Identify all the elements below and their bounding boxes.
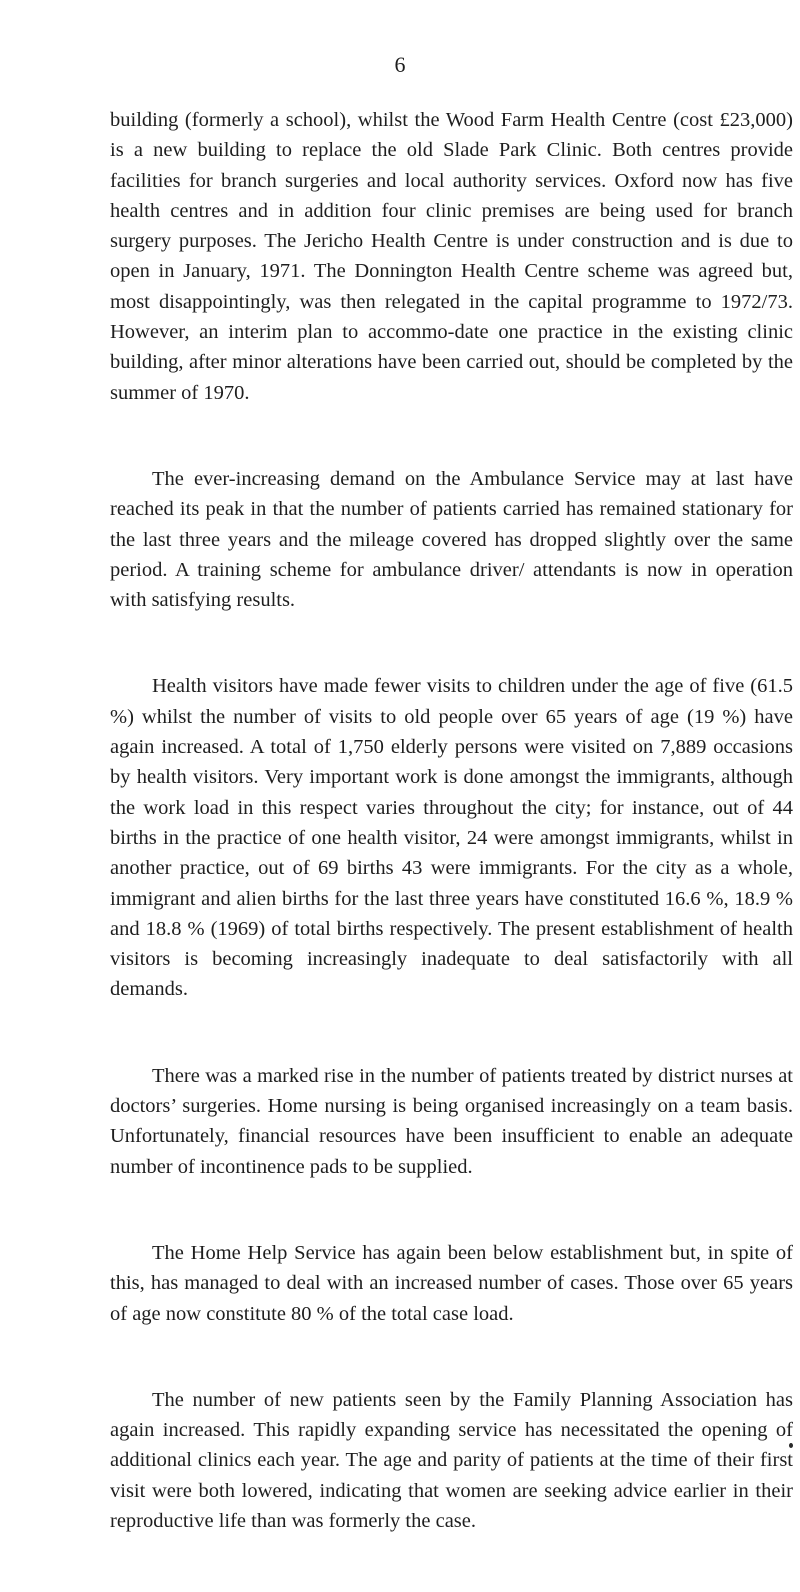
paragraph-district-nurses: There was a marked rise in the number of patients treated by district nurses at doctors’ surgeries. Home nursing is being organised increasingly on a team basis. Unfortunately, financial resources have been insufficient to enable an adequate number of incontinence pads to be supplied.	[110, 1064, 793, 1178]
paragraph-ambulance-service: The ever-increasing demand on the Ambulance Service may at last have reached its peak in that the number of patients carried has remained stationary for the last three years and the mileage covered has dropped slightly over the same period. A training scheme for ambulance driver/ attendants is now in operation with satisfying results.	[110, 467, 793, 612]
scan-speck	[789, 1443, 793, 1448]
paragraph-health-visitors: Health visitors have made fewer visits to children under the age of five (61.5 %) whilst the number of visits to old people over 65 years of age (19 %) have again increased. A total of 1,750 elderly persons were visited on 7,889 occasions by health visitors. Very important work is done amongst the immigrants, although the work load in this respect varies throughout the city; for instance, out of 44 births in the practice of one health visitor, 24 were amongst immigrants, whilst in another practice, out of 69 births 43 were immigrants. For the city as a whole, immigrant and alien births for the last three years have constituted 16.6 %, 18.9 % and 18.8 % (1969) of total births respectively. The present establishment of health visitors is becoming increasingly inadequate to deal satisfactorily with all demands.	[110, 675, 793, 1001]
page-number: 6	[394, 52, 406, 77]
paragraph-home-help-service: The Home Help Service has again been below establishment but, in spite of this, has managed to deal with an increased number of cases. Those over 65 years of age now constitute 80 % of the total case load.	[110, 1241, 793, 1325]
body-text	[110, 105, 793, 1592]
paragraph-health-centres: building (formerly a school), whilst the Wood Farm Health Centre (cost £23,000) is a new building to replace the old Slade Park Clinic. Both centres provide facilities for branch surgeries and local authority services. Oxford now has five health centres and in addition four clinic premises are being used for branch surgery purposes. The Jericho Health Centre is under construction and is due to open in January, 1971. The Donnington Health Centre scheme was agreed but, most disappointingly, was then relegated in the capital programme to 1972/73. However, an interim plan to accommo-date one practice in the existing clinic building, after minor alterations have been carried out, should be completed by the summer of 1970.	[110, 109, 793, 404]
paragraph-family-planning: The number of new patients seen by the Family Planning Association has again increased. This rapidly expanding service has necessitated the opening of additional clinics each year. The age and parity of patients at the time of their first visit were both lowered, indicating that women are seeking advice earlier in their reproductive life than was formerly the case.	[110, 1388, 793, 1532]
